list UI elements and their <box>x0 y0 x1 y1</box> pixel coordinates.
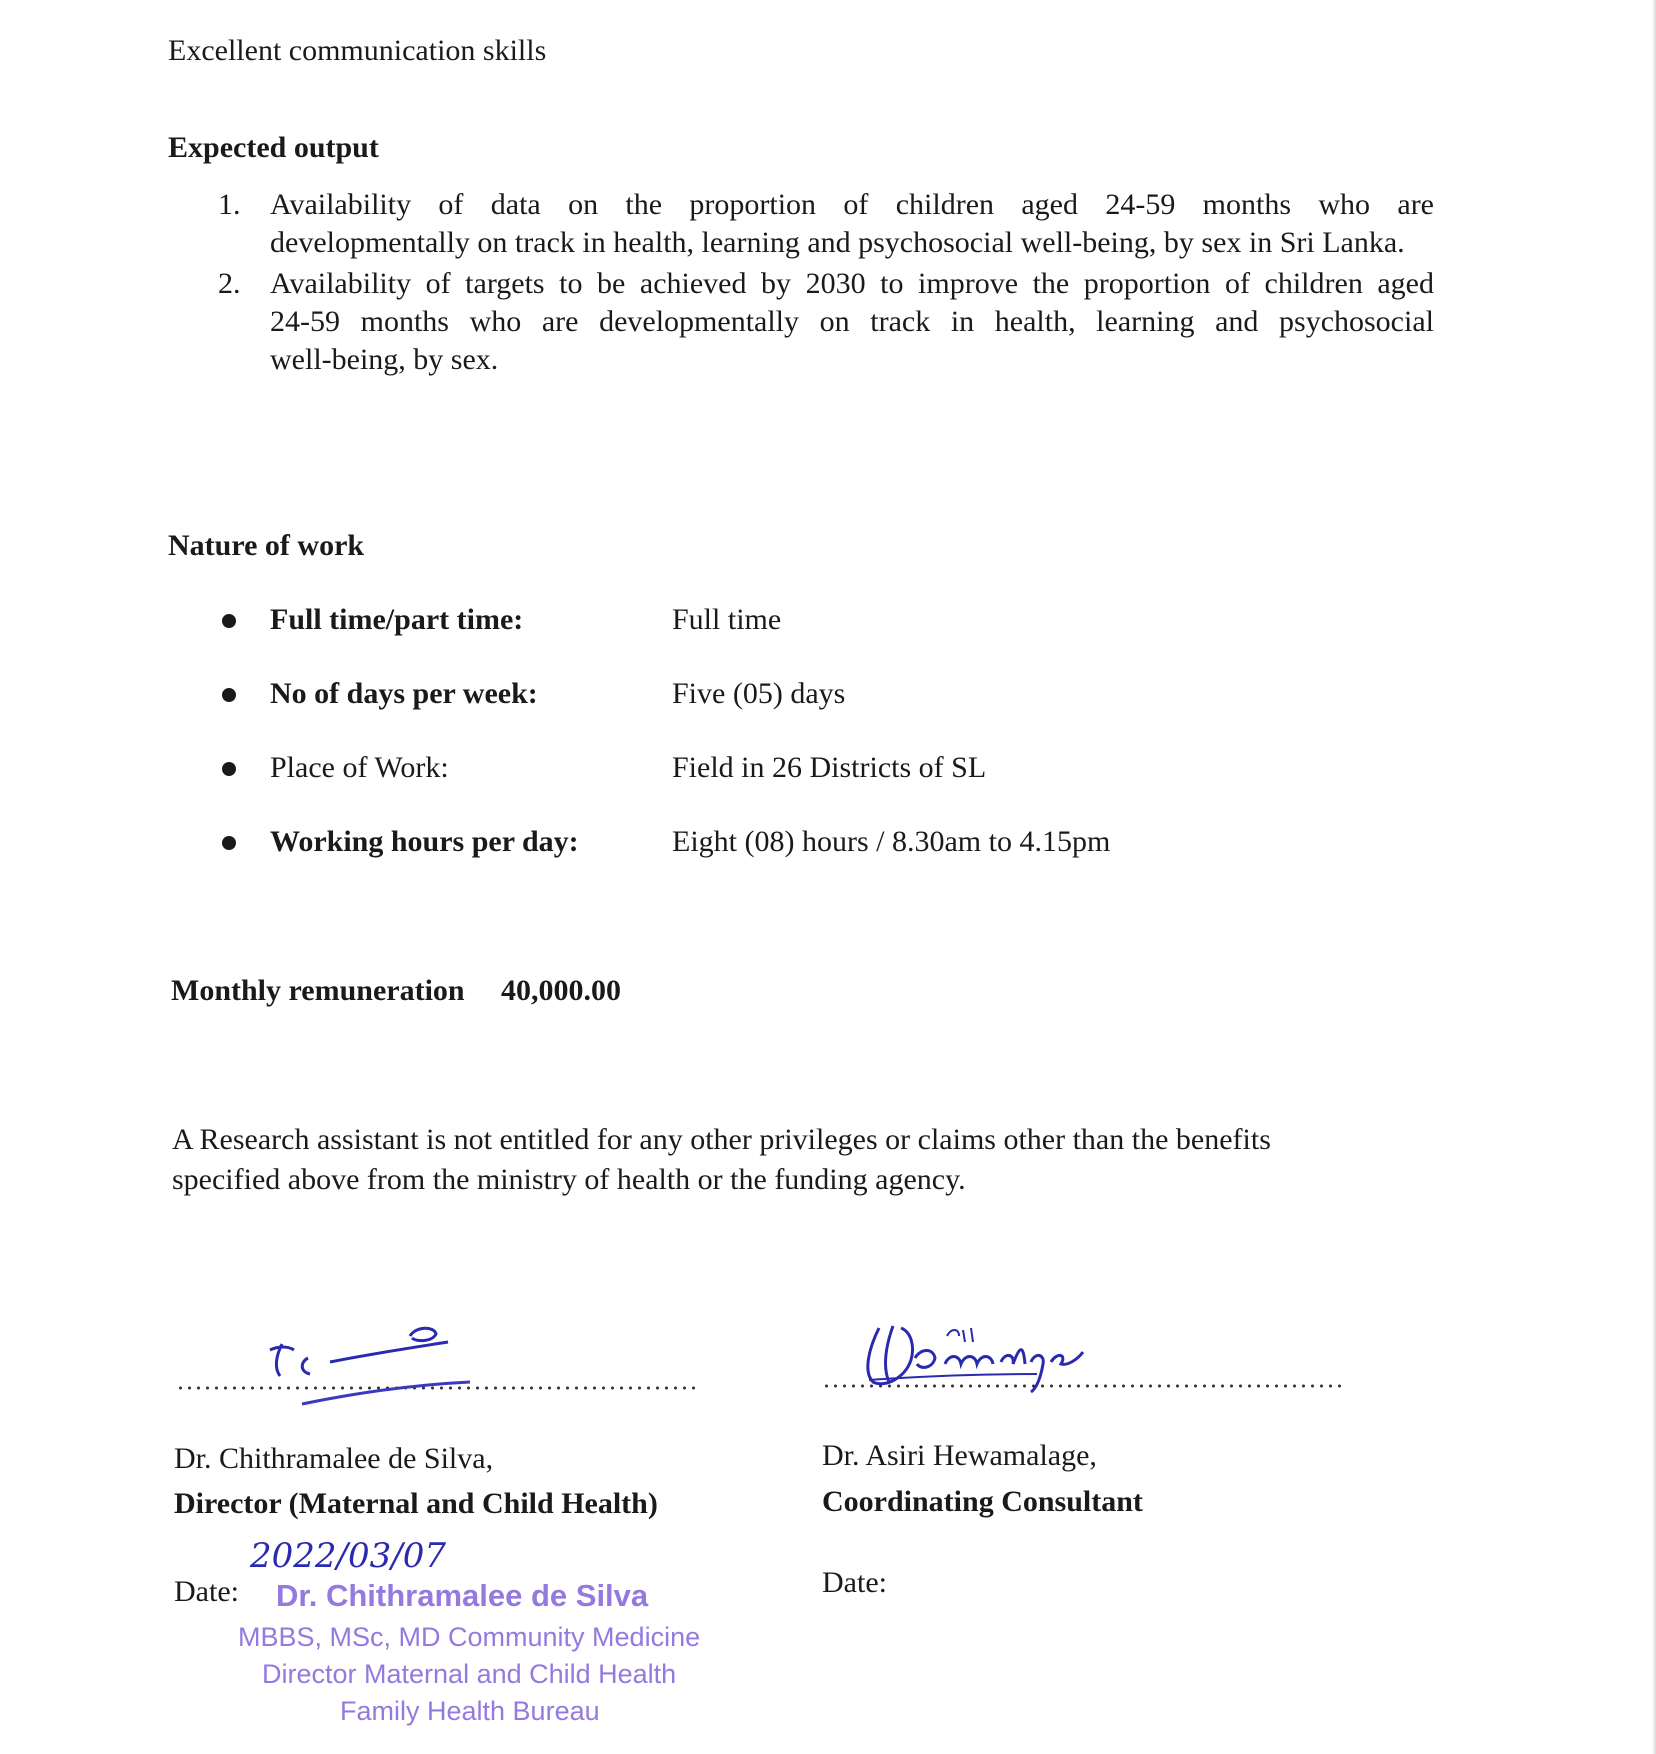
remuneration-label: Monthly remuneration <box>171 974 465 1007</box>
right-signatory-name: Dr. Asiri Hewamalage, <box>822 1439 1097 1472</box>
list-item-text: Availability of targets to be achieved by 2030 to improve the proportion of children aged <box>270 267 1434 300</box>
list-item-text: developmentally on track in health, learning and psychosocial well-being, by sex in Sri Lanka. <box>270 226 1405 259</box>
stamp-line: MBBS, MSc, MD Community Medicine <box>238 1622 701 1652</box>
bullet-icon <box>222 688 236 702</box>
work-row-value: Field in 26 Districts of SL <box>672 751 987 784</box>
stamp-line: Dr. Chithramalee de Silva <box>276 1578 649 1613</box>
work-row-label: Working hours per day: <box>270 825 579 858</box>
list-item-text: well-being, by sex. <box>270 343 499 376</box>
stamp-line: Director Maternal and Child Health <box>262 1659 677 1689</box>
work-row-value: Five (05) days <box>672 677 846 710</box>
list-item-number: 1. <box>218 188 241 221</box>
left-signatory-title: Director (Maternal and Child Health) <box>174 1487 658 1520</box>
work-row-label: Full time/part time: <box>270 603 524 636</box>
right-signatory-title: Coordinating Consultant <box>822 1485 1143 1518</box>
right-date-label: Date: <box>822 1566 887 1599</box>
left-signatory-name: Dr. Chithramalee de Silva, <box>174 1442 494 1475</box>
signature-left <box>260 1320 520 1420</box>
disclaimer-text: specified above from the ministry of health or the funding agency. <box>172 1163 966 1196</box>
work-row-value: Full time <box>672 603 782 636</box>
remuneration-value: 40,000.00 <box>501 974 621 1007</box>
expected-output-heading: Expected output <box>168 131 379 164</box>
work-row-value: Eight (08) hours / 8.30am to 4.15pm <box>672 825 1111 858</box>
work-row-label: No of days per week: <box>270 677 538 710</box>
bullet-icon <box>222 836 236 850</box>
handwritten-date: 2022/03/07 <box>250 1536 446 1576</box>
list-item-number: 2. <box>218 267 241 300</box>
bullet-icon <box>222 614 236 628</box>
stamp-line: Family Health Bureau <box>340 1696 600 1726</box>
bullet-icon <box>222 762 236 776</box>
disclaimer-text: A Research assistant is not entitled for any other privileges or claims other than the benefits <box>172 1123 1271 1156</box>
signature-right <box>855 1318 1095 1398</box>
nature-of-work-heading: Nature of work <box>168 529 365 562</box>
scan-edge <box>1652 0 1656 1754</box>
work-row-label: Place of Work: <box>270 751 449 784</box>
list-item-text: Availability of data on the proportion of children aged 24-59 months who are <box>270 188 1434 221</box>
left-date-label: Date: <box>174 1575 239 1608</box>
top-line: Excellent communication skills <box>168 34 547 67</box>
list-item-text: 24-59 months who are developmentally on track in health, learning and psychosocial <box>270 305 1434 338</box>
